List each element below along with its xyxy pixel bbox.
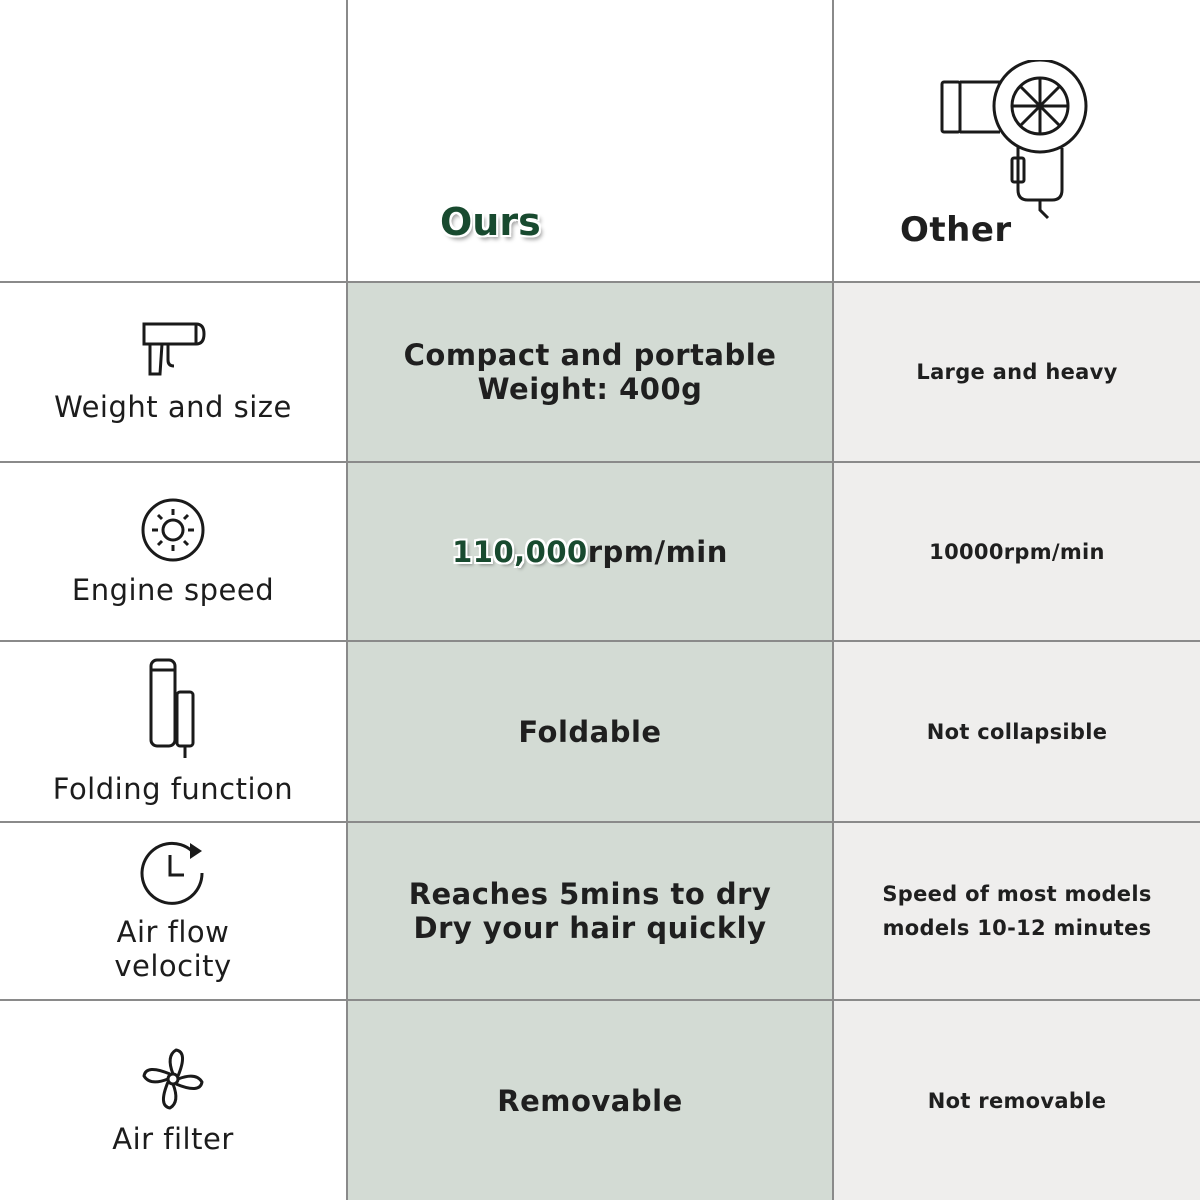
ours-cell-weight (348, 283, 834, 463)
generic-hair-dryer-icon (940, 60, 1100, 230)
feature-label-airflow-line2: velocity (114, 949, 232, 983)
other-airflow-line2: models 10-12 minutes (882, 916, 1152, 940)
header-blank-cell (0, 0, 348, 283)
other-engine-text: 10000rpm/min (929, 539, 1105, 564)
ours-engine-highlight: 110,000 (452, 534, 588, 569)
other-cell-filter (834, 1001, 1200, 1200)
other-cell-folding (834, 642, 1200, 823)
ours-cell-airflow (348, 823, 834, 1001)
feature-label-airflow-line1: Air flow (116, 915, 230, 949)
sun-speed-icon (140, 497, 206, 563)
ours-folding-text: Foldable (518, 714, 662, 749)
other-cell-weight (834, 283, 1200, 463)
ours-cell-engine (348, 463, 834, 642)
other-badge: Other (900, 210, 1012, 250)
feature-label-filter: Air filter (112, 1121, 234, 1156)
feature-label-weight: Weight and size (54, 390, 292, 424)
other-airflow-line1: Speed of most models (882, 882, 1152, 906)
ours-cell-filter (348, 1001, 834, 1200)
other-folding-text: Not collapsible (926, 719, 1108, 744)
feature-label-engine: Engine speed (71, 572, 275, 607)
feature-cell-folding (0, 642, 348, 823)
ours-filter-text: Removable (497, 1083, 683, 1118)
feature-cell-airflow (0, 823, 348, 1001)
other-filter-text: Not removable (927, 1088, 1107, 1113)
feature-cell-engine (0, 463, 348, 642)
header-other-cell (834, 0, 1200, 283)
ours-engine-suffix: rpm/min (587, 534, 728, 569)
clock-icon (140, 839, 206, 905)
folded-dryer-icon (148, 658, 198, 762)
other-cell-engine (834, 463, 1200, 642)
ours-airflow-line2: Dry your hair quickly (413, 911, 767, 945)
ours-weight-line2: Weight: 400g (477, 372, 703, 406)
other-weight-text: Large and heavy (916, 360, 1118, 384)
hair-dryer-icon (138, 320, 208, 380)
ours-badge: Ours (440, 200, 541, 244)
fan-icon (138, 1046, 208, 1112)
ours-cell-folding (348, 642, 834, 823)
feature-cell-weight (0, 283, 348, 463)
other-cell-airflow (834, 823, 1200, 1001)
feature-cell-filter (0, 1001, 348, 1200)
header-ours-cell (348, 0, 834, 283)
feature-label-folding: Folding function (52, 771, 294, 806)
ours-weight-line1: Compact and portable (403, 338, 777, 372)
ours-airflow-line1: Reaches 5mins to dry (408, 877, 772, 911)
